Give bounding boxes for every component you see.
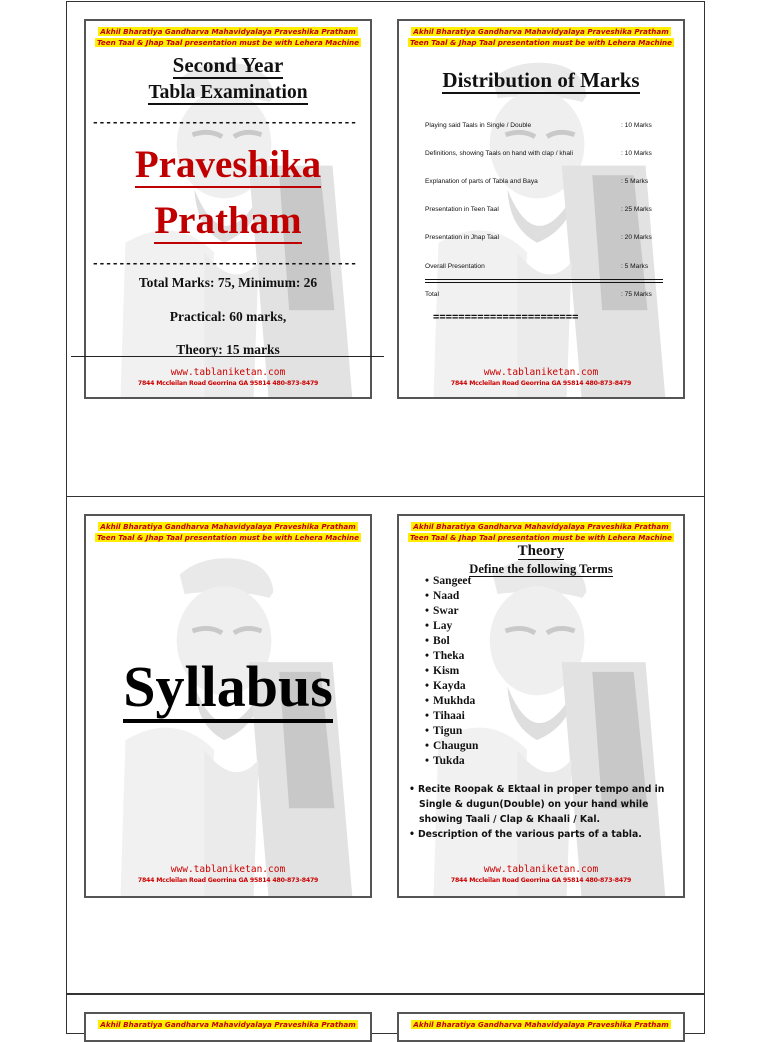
list-item: • Tihaai <box>425 709 478 724</box>
marks-double-rule: ======================= <box>433 312 579 322</box>
footer-url: www.tablaniketan.com <box>170 864 286 875</box>
footer-url: www.tablaniketan.com <box>170 367 286 378</box>
document-page-3 <box>66 994 705 1034</box>
list-item: • Chaugun <box>425 739 478 754</box>
footer-address: 7844 Mccleilan Road Georrina GA 95814 480-873-8479 <box>137 380 319 387</box>
header-line-2: Teen Taal & Jhap Taal presentation must be with Lehera Machine <box>96 533 360 542</box>
cover-title-praveshika: Praveshika <box>134 143 322 186</box>
list-item: • Naad <box>425 589 478 604</box>
list-item: • Bol <box>425 634 478 649</box>
header-line-1: Akhil Bharatiya Gandharva Mahavidyalaya Praveshika Pratham <box>100 27 356 36</box>
footer-url: www.tablaniketan.com <box>483 864 599 875</box>
marks-row: Explanation of parts of Tabla and Baya : 5 Marks <box>425 178 649 185</box>
list-item: • Swar <box>425 604 478 619</box>
header-line-2: Teen Taal & Jhap Taal presentation must be with Lehera Machine <box>96 38 360 47</box>
list-item: • Lay <box>425 619 478 634</box>
slide-distribution-of-marks <box>397 19 685 399</box>
cover-second-year: Second Year <box>172 53 284 77</box>
cover-rule-top: ---------------------------------------- <box>92 118 357 128</box>
list-item: • Theka <box>425 649 478 664</box>
slide-syllabus <box>84 514 372 898</box>
cover-rule-bottom: ---------------------------------------- <box>92 259 357 269</box>
header-line-2: Teen Taal & Jhap Taal presentation must be with Lehera Machine <box>409 533 673 542</box>
total-divider <box>425 279 663 283</box>
slide-footer <box>86 864 370 886</box>
syllabus-title: Syllabus <box>86 654 370 720</box>
footer-address: 7844 Mccleilan Road Georrina GA 95814 480-873-8479 <box>137 877 319 884</box>
marks-row: Playing said Taals in Single / Double : 10 Marks <box>425 122 652 129</box>
header-line-2: Teen Taal & Jhap Taal presentation must be with Lehera Machine <box>409 38 673 47</box>
slide-theory <box>397 514 685 898</box>
header-line-1: Akhil Bharatiya Gandharva Mahavidyalaya Praveshika Pratham <box>100 522 356 531</box>
header-line-1: Akhil Bharatiya Gandharva Mahavidyalaya Praveshika Pratham <box>413 1020 669 1029</box>
marks-row: Presentation in Teen Taal : 25 Marks <box>425 206 652 213</box>
slide-partial <box>84 1012 372 1042</box>
header-line-1: Akhil Bharatiya Gandharva Mahavidyalaya Praveshika Pratham <box>413 27 669 36</box>
marks-total-row: Total : 75 Marks <box>425 291 652 298</box>
list-item: • Sangeet <box>425 574 478 589</box>
cover-total-marks: Total Marks: 75, Minimum: 26 <box>138 275 318 290</box>
slide-header <box>403 521 679 543</box>
cut-line <box>71 356 384 357</box>
cover-title-pratham: Pratham <box>154 199 302 242</box>
slide-header <box>403 1019 679 1030</box>
theory-tasks-list <box>409 782 675 842</box>
cover-practical-marks: Practical: 60 marks, <box>169 309 287 324</box>
theory-subtitle: Define the following Terms <box>469 562 613 576</box>
header-line-1: Akhil Bharatiya Gandharva Mahavidyalaya Praveshika Pratham <box>100 1020 356 1029</box>
slide-header <box>403 26 679 48</box>
document-page-2 <box>66 496 705 994</box>
document-page-1 <box>66 1 705 497</box>
list-item: • Recite Roopak & Ektaal in proper tempo and in Single & dugun(Double) on your hand while showing Taali / Clap & Khaali / Kal. <box>409 782 675 827</box>
slide-cover <box>84 19 372 399</box>
marks-row: Overall Presentation : 5 Marks <box>425 263 649 270</box>
slide-header <box>90 26 366 48</box>
footer-url: www.tablaniketan.com <box>483 367 599 378</box>
list-item: • Tukda <box>425 754 478 769</box>
theory-title: Theory <box>517 543 565 559</box>
footer-address: 7844 Mccleilan Road Georrina GA 95814 480-873-8479 <box>450 877 632 884</box>
marks-row: Presentation in Jhap Taal : 20 Marks <box>425 234 652 241</box>
slide-footer <box>399 864 683 886</box>
slide-footer <box>399 367 683 389</box>
cover-tabla-examination: Tabla Examination <box>148 82 308 103</box>
list-item: • Tigun <box>425 724 478 739</box>
list-item: • Kism <box>425 664 478 679</box>
list-item: • Description of the various parts of a tabla. <box>409 827 675 842</box>
slide-header <box>90 1019 366 1030</box>
cover-theory-marks: Theory: 15 marks <box>176 342 280 357</box>
marks-title: Distribution of Marks <box>442 68 640 92</box>
slide-footer <box>86 367 370 389</box>
marks-row: Definitions, showing Taals on hand with clap / khali : 10 Marks <box>425 150 652 157</box>
theory-terms-list <box>425 574 478 769</box>
list-item: • Kayda <box>425 679 478 694</box>
slide-partial <box>397 1012 685 1042</box>
footer-address: 7844 Mccleilan Road Georrina GA 95814 480-873-8479 <box>450 380 632 387</box>
slide-header <box>90 521 366 543</box>
header-line-1: Akhil Bharatiya Gandharva Mahavidyalaya Praveshika Pratham <box>413 522 669 531</box>
list-item: • Mukhda <box>425 694 478 709</box>
